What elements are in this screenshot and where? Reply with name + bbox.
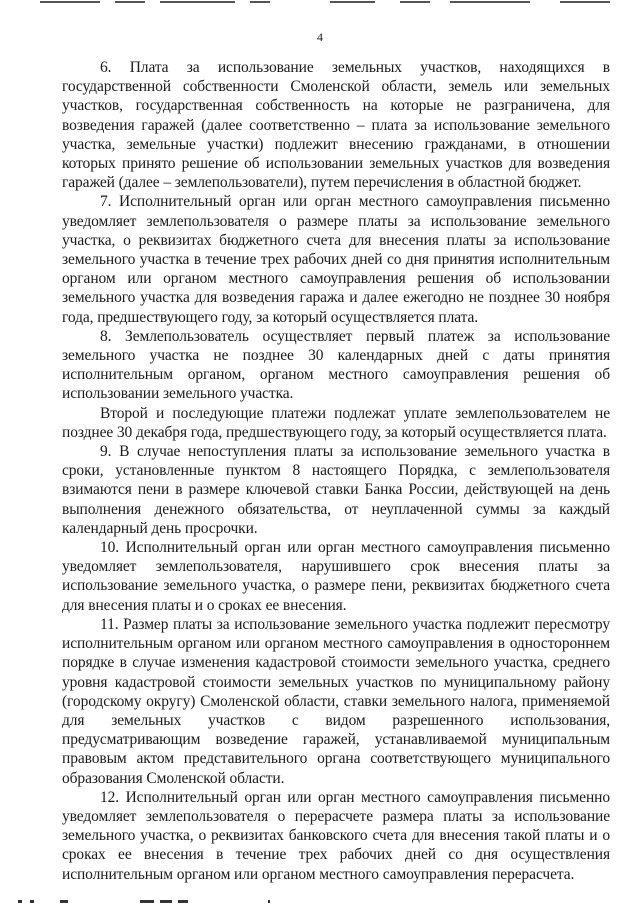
paragraph-12: 12. Исполнительный орган или орган местного самоуправления письменно уведомляет землепользователя о перерасчете размера платы за использование земельного участка, о реквизитах банковского счета для внесения такой платы и о сроках ее внесения в течение трех рабочих дней со дня осуществления исполнительным органом или органом местного самоуправления перерасчета. <box>62 788 610 883</box>
paragraph-11: 11. Размер платы за использование земельного участка подлежит пересмотру исполнительным органом или органом местного самоуправления в одностороннем порядке в случае изменения кадастровой стоимости земельного участка, среднего уровня кадастровой стоимости земельных участков по муниципальному району (городскому округу) Смоленской области, ставки земельного налога, применяемой для земельных участков с видом разрешенного использования, предусматривающим возведение гаражей, устанавливаемой муниципальным правовым актом представительного органа соответствующего муниципального образования Смоленской области. <box>62 615 610 787</box>
paragraph-8: 8. Землепользователь осуществляет первый платеж за использование земельного участка не позднее 30 календарных дней с даты принятия исполнительным органом, органом местного самоуправления решения об использовании земельного участка. <box>62 327 610 403</box>
document-body <box>62 58 610 884</box>
paragraph-9: 9. В случае непоступления платы за использование земельного участка в сроки, установленные пунктом 8 настоящего Порядка, с землепользователя взимаются пени в размере ключевой ставки Банка России, действующей на день выполнения денежного обязательства, от неуплаченной суммы за каждый календарный день просрочки. <box>62 443 610 537</box>
paragraph-8-continued: Второй и последующие платежи подлежат уплате землепользователем не позднее 30 декабря года, предшествующего году, за который осуществляется плата. <box>62 404 610 441</box>
paragraph-10: 10. Исполнительный орган или орган местного самоуправления письменно уведомляет землепользователя, нарушившего срок внесения платы за использование земельного участка, о размере пени, реквизитах бюджетного счета для внесения платы и о сроках ее внесения. <box>62 539 610 614</box>
page-number: 4 <box>317 30 323 44</box>
scan-artifact-bottom <box>0 893 640 905</box>
scan-artifact-top <box>0 0 640 8</box>
paragraph-6: 6. Плата за использование земельных участков, находящихся в государственной собственности Смоленской области, земель или земельных участков, государственная собственность на которые не разграничена, для возведения гаражей (далее соответственно – плата за использование земельного участка, земельные участки) подлежит внесению гражданами, в отношении которых принято решение об использовании земельных участков для возведения гаражей (далее – землепользователи), путем перечисления в областной бюджет. <box>62 59 610 192</box>
paragraph-7: 7. Исполнительный орган или орган местного самоуправления письменно уведомляет землепользователя о размере платы за использование земельного участка, о реквизитах бюджетного счета для внесения платы за использование земельного участка в течение трех рабочих дней со дня принятия исполнительным органом или органом местного самоуправления решения об использовании земельного участка для возведения гаража и далее ежегодно не позднее 30 ноября года, предшествующего году, за который осуществляется плата. <box>62 193 610 326</box>
